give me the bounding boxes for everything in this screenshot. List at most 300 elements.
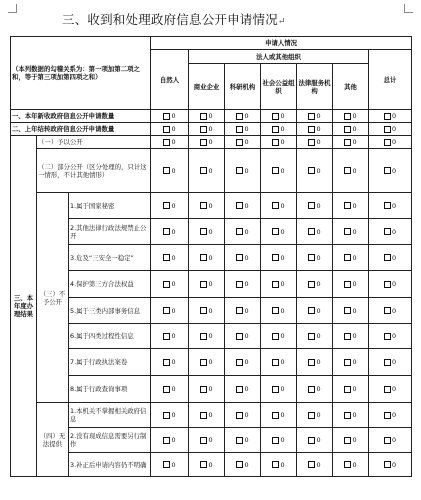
checkbox-icon[interactable] <box>163 113 170 120</box>
value-cell <box>369 298 412 324</box>
cell-value: 0 <box>316 112 321 120</box>
cell-value: 0 <box>316 460 321 469</box>
checkbox-icon[interactable] <box>384 139 391 146</box>
cell-value: 0 <box>280 112 285 120</box>
section-three-label: 三、本年度办理结果 <box>11 136 37 477</box>
checkbox-icon[interactable] <box>200 461 207 468</box>
cell-value: 0 <box>171 460 176 469</box>
section-title: 三、收到和处理政府信息公开申请情况↵ <box>62 12 286 27</box>
cell-value: 0 <box>208 358 213 366</box>
value-cell <box>261 324 297 349</box>
value-cell <box>151 324 189 349</box>
row-label-carried-over: 二、上年结转政府信息公开申请数量 <box>11 123 151 136</box>
checkbox-icon[interactable] <box>384 359 391 366</box>
value-cell <box>369 271 412 298</box>
cell-value: 0 <box>316 385 321 393</box>
cell-value: 0 <box>352 385 357 393</box>
table-row <box>11 376 412 403</box>
value-cell <box>333 193 369 219</box>
checkbox-icon[interactable] <box>384 113 391 120</box>
checkbox-icon[interactable] <box>384 307 391 314</box>
value-cell <box>369 453 412 477</box>
value-cell <box>151 403 189 428</box>
value-cell <box>297 245 333 271</box>
cell-value: 0 <box>392 280 397 288</box>
checkbox-icon[interactable] <box>344 461 351 468</box>
row-label-disclosed: （一）予以公开 <box>37 136 151 149</box>
checkbox-icon[interactable] <box>163 281 170 288</box>
checkbox-icon[interactable] <box>344 113 351 120</box>
checkbox-icon[interactable] <box>272 359 279 366</box>
value-cell <box>261 453 297 477</box>
value-cell <box>333 245 369 271</box>
row-label-not-disclosed: （三）不予公开 <box>37 193 69 403</box>
cell-value: 0 <box>352 460 357 469</box>
checkbox-icon[interactable] <box>344 126 351 133</box>
checkbox-icon[interactable] <box>163 228 170 235</box>
legal-org-col-header: 社会公益组织 <box>261 64 297 110</box>
cell-value: 0 <box>208 306 213 315</box>
checkbox-icon[interactable] <box>272 139 279 146</box>
checkbox-icon[interactable] <box>384 412 391 419</box>
value-cell <box>225 123 261 136</box>
cell-value: 0 <box>171 227 176 236</box>
legal-org-col-header: 法律服务机构 <box>297 64 333 110</box>
cell-value: 0 <box>244 332 249 340</box>
checkbox-icon[interactable] <box>308 254 315 261</box>
cell-value: 0 <box>392 411 397 419</box>
checkbox-icon[interactable] <box>384 461 391 468</box>
cell-value: 0 <box>244 280 249 288</box>
value-cell <box>225 193 261 219</box>
value-cell <box>333 428 369 453</box>
value-cell <box>189 403 225 428</box>
value-cell <box>225 403 261 428</box>
row-label-partially-disclosed: （二）部分公开（区分处理的，只计这一情形，不计其他情形） <box>37 149 151 193</box>
value-cell <box>189 193 225 219</box>
row-label-new-applications: 一、本年新收政府信息公开申请数量 <box>11 110 151 123</box>
cell-value: 0 <box>280 166 285 175</box>
checkbox-icon[interactable] <box>236 386 243 393</box>
row-label-not-disclosed-reason: 2.其他法律行政法规禁止公开 <box>69 219 151 245</box>
checkbox-icon[interactable] <box>272 113 279 120</box>
value-cell <box>261 298 297 324</box>
checkbox-icon[interactable] <box>308 228 315 235</box>
value-cell <box>189 271 225 298</box>
cell-value: 0 <box>280 411 285 419</box>
checkbox-icon[interactable] <box>308 113 315 120</box>
checkbox-icon[interactable] <box>236 359 243 366</box>
value-cell <box>297 298 333 324</box>
checkbox-icon[interactable] <box>236 167 243 174</box>
value-cell <box>189 349 225 376</box>
row-label-unable-to-provide: （四）无法提供 <box>37 403 69 477</box>
checkbox-icon[interactable] <box>344 386 351 393</box>
checkbox-icon[interactable] <box>344 307 351 314</box>
cell-value: 0 <box>280 385 285 393</box>
checkbox-icon[interactable] <box>384 228 391 235</box>
cell-value: 0 <box>280 138 285 146</box>
cell-value: 0 <box>208 201 213 210</box>
cell-value: 0 <box>352 112 357 120</box>
checkbox-icon[interactable] <box>384 386 391 393</box>
checkbox-icon[interactable] <box>236 139 243 146</box>
cell-value: 0 <box>352 227 357 236</box>
value-cell <box>333 219 369 245</box>
value-cell <box>261 428 297 453</box>
value-cell <box>369 136 412 149</box>
legal-org-group-header: 法人或其他组织 <box>189 50 369 64</box>
value-cell <box>225 271 261 298</box>
checkbox-icon[interactable] <box>200 254 207 261</box>
value-cell <box>225 349 261 376</box>
value-cell <box>333 110 369 123</box>
checkbox-icon[interactable] <box>344 359 351 366</box>
value-cell <box>333 453 369 477</box>
table-row <box>11 324 412 349</box>
cell-value: 0 <box>392 125 397 133</box>
checkbox-icon[interactable] <box>200 167 207 174</box>
checkbox-icon[interactable] <box>308 202 315 209</box>
table-row <box>11 193 412 219</box>
cell-value: 0 <box>392 166 397 175</box>
cell-value: 0 <box>244 385 249 393</box>
checkbox-icon[interactable] <box>163 254 170 261</box>
cell-value: 0 <box>280 227 285 236</box>
value-cell <box>189 136 225 149</box>
checkbox-icon[interactable] <box>200 333 207 340</box>
checkbox-icon[interactable] <box>200 113 207 120</box>
cell-value: 0 <box>280 201 285 210</box>
cell-value: 0 <box>244 112 249 120</box>
cell-value: 0 <box>392 385 397 393</box>
cell-value: 0 <box>244 411 249 419</box>
cell-value: 0 <box>208 112 213 120</box>
checkbox-icon[interactable] <box>163 167 170 174</box>
value-cell <box>151 193 189 219</box>
cell-value: 0 <box>280 125 285 133</box>
cell-value: 0 <box>392 332 397 340</box>
checkbox-icon[interactable] <box>384 202 391 209</box>
value-cell <box>297 123 333 136</box>
cell-value: 0 <box>244 201 249 210</box>
value-cell <box>297 193 333 219</box>
cell-value: 0 <box>171 436 176 444</box>
cell-value: 0 <box>352 411 357 419</box>
cell-value: 0 <box>316 125 321 133</box>
value-cell <box>297 271 333 298</box>
cell-value: 0 <box>171 332 176 340</box>
checkbox-icon[interactable] <box>308 437 315 444</box>
cell-value: 0 <box>208 436 213 444</box>
cell-value: 0 <box>244 358 249 366</box>
value-cell <box>225 428 261 453</box>
table-row <box>11 403 412 428</box>
cell-value: 0 <box>208 125 213 133</box>
checkbox-icon[interactable] <box>236 126 243 133</box>
value-cell <box>189 453 225 477</box>
cell-value: 0 <box>316 138 321 146</box>
checkbox-icon[interactable] <box>344 202 351 209</box>
cell-value: 0 <box>352 436 357 444</box>
value-cell <box>261 193 297 219</box>
cell-value: 0 <box>208 166 213 175</box>
checkbox-icon[interactable] <box>272 254 279 261</box>
cell-value: 0 <box>316 280 321 288</box>
checkbox-icon[interactable] <box>200 228 207 235</box>
checkbox-icon[interactable] <box>272 412 279 419</box>
cell-value: 0 <box>352 358 357 366</box>
checkbox-icon[interactable] <box>236 228 243 235</box>
value-cell <box>333 298 369 324</box>
value-cell <box>151 123 189 136</box>
checkbox-icon[interactable] <box>236 437 243 444</box>
checkbox-icon[interactable] <box>272 167 279 174</box>
value-cell <box>333 403 369 428</box>
value-cell <box>369 149 412 193</box>
value-cell <box>297 324 333 349</box>
cell-value: 0 <box>392 227 397 236</box>
cell-value: 0 <box>352 138 357 146</box>
row-label-not-disclosed-reason: 4.保护第三方合法权益 <box>69 271 151 298</box>
value-cell <box>151 349 189 376</box>
row-label-not-disclosed-reason: 1.属于国家秘密 <box>69 193 151 219</box>
checkbox-icon[interactable] <box>272 202 279 209</box>
checkbox-icon[interactable] <box>272 307 279 314</box>
cell-value: 0 <box>316 332 321 340</box>
cell-value: 0 <box>171 166 176 175</box>
checkbox-icon[interactable] <box>344 228 351 235</box>
table-row <box>11 271 412 298</box>
table-row <box>11 123 412 136</box>
cell-value: 0 <box>244 460 249 469</box>
value-cell <box>189 245 225 271</box>
checkbox-icon[interactable] <box>200 281 207 288</box>
cell-value: 0 <box>280 332 285 340</box>
checkbox-icon[interactable] <box>200 126 207 133</box>
value-cell <box>225 298 261 324</box>
cell-value: 0 <box>316 201 321 210</box>
cell-value: 0 <box>171 112 176 120</box>
value-cell <box>189 149 225 193</box>
value-cell <box>151 110 189 123</box>
checkbox-icon[interactable] <box>163 126 170 133</box>
value-cell <box>261 136 297 149</box>
value-cell <box>189 428 225 453</box>
cell-value: 0 <box>280 253 285 262</box>
checkbox-icon[interactable] <box>272 333 279 340</box>
header-note-cell: （本列数据的勾稽关系为：第一项加第二项之和，等于第三项加第四项之和） <box>11 37 151 110</box>
cell-value: 0 <box>392 253 397 262</box>
checkbox-icon[interactable] <box>163 202 170 209</box>
value-cell <box>333 349 369 376</box>
checkbox-icon[interactable] <box>236 333 243 340</box>
value-cell <box>369 110 412 123</box>
checkbox-icon[interactable] <box>308 359 315 366</box>
value-cell <box>297 453 333 477</box>
value-cell <box>151 298 189 324</box>
checkbox-icon[interactable] <box>308 281 315 288</box>
value-cell <box>261 245 297 271</box>
cell-value: 0 <box>392 306 397 315</box>
value-cell <box>261 110 297 123</box>
value-cell <box>225 110 261 123</box>
checkbox-icon[interactable] <box>344 333 351 340</box>
cell-value: 0 <box>280 306 285 315</box>
row-label-not-disclosed-reason: 5.属于三类内部事务信息 <box>69 298 151 324</box>
checkbox-icon[interactable] <box>272 386 279 393</box>
checkbox-icon[interactable] <box>163 139 170 146</box>
cell-value: 0 <box>244 253 249 262</box>
checkbox-icon[interactable] <box>308 167 315 174</box>
total-header: 总计 <box>369 50 412 110</box>
value-cell <box>333 136 369 149</box>
cell-value: 0 <box>208 460 213 469</box>
value-cell <box>369 324 412 349</box>
checkbox-icon[interactable] <box>163 307 170 314</box>
row-label-not-disclosed-reason: 3.危及“三安全一稳定” <box>69 245 151 271</box>
checkbox-icon[interactable] <box>236 254 243 261</box>
checkbox-icon[interactable] <box>200 386 207 393</box>
cell-value: 0 <box>208 253 213 262</box>
value-cell <box>297 428 333 453</box>
checkbox-icon[interactable] <box>384 281 391 288</box>
checkbox-icon[interactable] <box>384 333 391 340</box>
cell-value: 0 <box>171 306 176 315</box>
value-cell <box>297 136 333 149</box>
value-cell <box>151 219 189 245</box>
checkbox-icon[interactable] <box>163 386 170 393</box>
value-cell <box>261 123 297 136</box>
legal-org-col-header: 其他 <box>333 64 369 110</box>
checkbox-icon[interactable] <box>236 113 243 120</box>
cell-value: 0 <box>392 112 397 120</box>
value-cell <box>333 324 369 349</box>
checkbox-icon[interactable] <box>163 333 170 340</box>
value-cell <box>297 403 333 428</box>
value-cell <box>189 123 225 136</box>
cell-value: 0 <box>352 306 357 315</box>
value-cell <box>369 349 412 376</box>
checkbox-icon[interactable] <box>344 412 351 419</box>
cell-value: 0 <box>280 358 285 366</box>
cell-value: 0 <box>171 138 176 146</box>
checkbox-icon[interactable] <box>272 281 279 288</box>
checkbox-icon[interactable] <box>200 412 207 419</box>
checkbox-icon[interactable] <box>384 254 391 261</box>
value-cell <box>333 376 369 403</box>
cell-value: 0 <box>171 201 176 210</box>
checkbox-icon[interactable] <box>236 412 243 419</box>
checkbox-icon[interactable] <box>236 281 243 288</box>
checkbox-icon[interactable] <box>308 333 315 340</box>
cell-value: 0 <box>392 358 397 366</box>
checkbox-icon[interactable] <box>344 167 351 174</box>
cell-value: 0 <box>316 166 321 175</box>
checkbox-icon[interactable] <box>272 126 279 133</box>
checkbox-icon[interactable] <box>308 126 315 133</box>
checkbox-icon[interactable] <box>272 437 279 444</box>
table-row <box>11 136 412 149</box>
cell-value: 0 <box>244 227 249 236</box>
table-row <box>11 349 412 376</box>
value-cell <box>225 453 261 477</box>
table-row <box>11 110 412 123</box>
checkbox-icon[interactable] <box>163 437 170 444</box>
cell-value: 0 <box>208 385 213 393</box>
checkbox-icon[interactable] <box>236 307 243 314</box>
value-cell <box>369 403 412 428</box>
checkbox-icon[interactable] <box>384 437 391 444</box>
cell-value: 0 <box>316 436 321 444</box>
checkbox-icon[interactable] <box>200 359 207 366</box>
checkbox-icon[interactable] <box>200 139 207 146</box>
value-cell <box>225 245 261 271</box>
cell-value: 0 <box>280 280 285 288</box>
table-row <box>11 245 412 271</box>
row-label-not-disclosed-reason: 6.属于四类过程性信息 <box>69 324 151 349</box>
margin-mark-right <box>404 4 413 13</box>
checkbox-icon[interactable] <box>200 202 207 209</box>
cell-value: 0 <box>316 306 321 315</box>
cell-value: 0 <box>316 253 321 262</box>
checkbox-icon[interactable] <box>163 461 170 468</box>
checkbox-icon[interactable] <box>308 386 315 393</box>
checkbox-icon[interactable] <box>272 228 279 235</box>
table-row <box>11 453 412 477</box>
value-cell <box>151 245 189 271</box>
cell-value: 0 <box>171 385 176 393</box>
checkbox-icon[interactable] <box>163 359 170 366</box>
checkbox-icon[interactable] <box>236 461 243 468</box>
value-cell <box>189 298 225 324</box>
checkbox-icon[interactable] <box>308 461 315 468</box>
cell-value: 0 <box>280 436 285 444</box>
value-cell <box>225 219 261 245</box>
value-cell <box>369 376 412 403</box>
checkbox-icon[interactable] <box>384 126 391 133</box>
checkbox-icon[interactable] <box>308 307 315 314</box>
cell-value: 0 <box>208 332 213 340</box>
cell-value: 0 <box>171 411 176 419</box>
checkbox-icon[interactable] <box>163 412 170 419</box>
checkbox-icon[interactable] <box>384 167 391 174</box>
value-cell <box>261 349 297 376</box>
checkbox-icon[interactable] <box>344 254 351 261</box>
checkbox-icon[interactable] <box>272 461 279 468</box>
checkbox-icon[interactable] <box>308 139 315 146</box>
checkbox-icon[interactable] <box>344 139 351 146</box>
applicant-group-header: 申请人情况 <box>151 37 412 50</box>
checkbox-icon[interactable] <box>200 437 207 444</box>
checkbox-icon[interactable] <box>344 437 351 444</box>
checkbox-icon[interactable] <box>200 307 207 314</box>
value-cell <box>189 219 225 245</box>
checkbox-icon[interactable] <box>236 202 243 209</box>
value-cell <box>225 324 261 349</box>
checkbox-icon[interactable] <box>344 281 351 288</box>
checkbox-icon[interactable] <box>308 412 315 419</box>
value-cell <box>189 110 225 123</box>
cell-value: 0 <box>352 253 357 262</box>
row-label-unable-to-provide-reason: 1.本机关不掌握相关政府信息 <box>69 403 151 428</box>
cell-value: 0 <box>208 280 213 288</box>
value-cell <box>261 271 297 298</box>
cell-value: 0 <box>352 125 357 133</box>
cell-value: 0 <box>280 460 285 469</box>
value-cell <box>369 219 412 245</box>
value-cell <box>297 219 333 245</box>
